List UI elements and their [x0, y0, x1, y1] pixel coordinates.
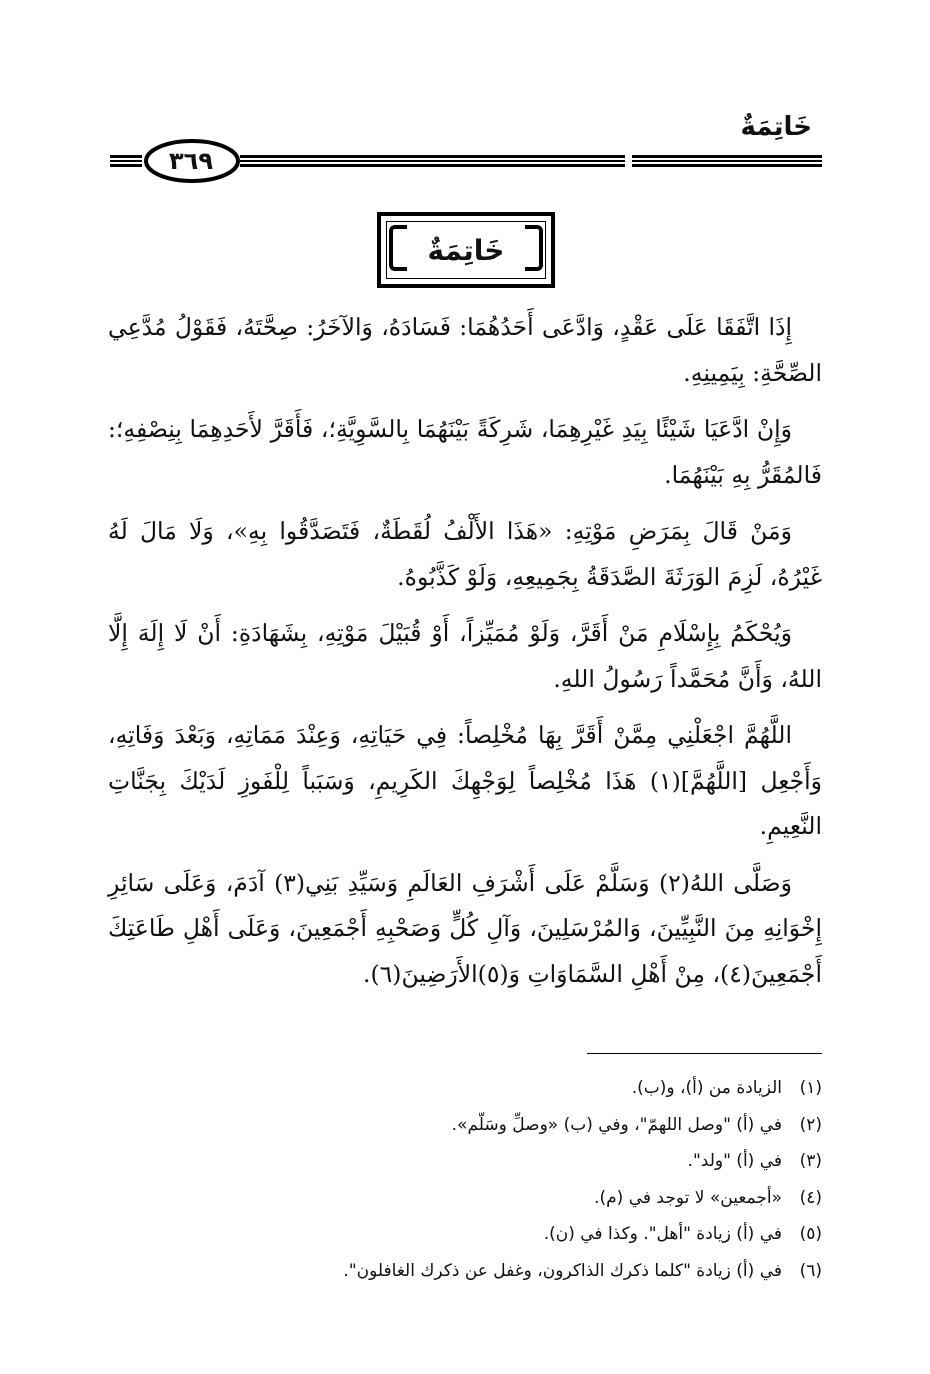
footnote-number: (٣) [799, 1151, 822, 1171]
chapter-title: خَاتِمَةٌ [427, 233, 505, 267]
footnote-text: الزيادة من (أ)، و(ب). [631, 1078, 782, 1098]
footnote [108, 1107, 822, 1144]
paragraph: وَمَنْ قَالَ بِمَرَضِ مَوْتِهِ: «هَذَا الأَلْفُ لُقَطَةٌ، فَتَصَدَّقُوا بِهِ»، وَلَا مَالَ لَهُ غَيْرُهُ، لَزِمَ الوَرَثَةَ الصَّدَقَةُ بِجَمِيعِهِ، وَلَوْ كَذَّبُوهُ. [108, 517, 822, 591]
paragraph: وَصَلَّى اللهُ(٢) وَسَلَّمْ عَلَى أَشْرَفِ العَالَمِ وَسَيِّدِ بَنِي(٣) آدَمَ، وَعَلَى سَائِرِ إِخْوَانِهِ مِنَ النَّبِيِّينَ، وَالمُرْسَلِينَ، وَآلِ كُلٍّ وَصَحْبِهِ أَجْمَعِينَ، وَعَلَى أَهْلِ طَاعَتِكَ أَجْمَعِينَ(٤)، مِنْ أَهْلِ السَّمَاوَاتِ وَ(٥)الأَرَضِينَ(٦). [108, 868, 822, 988]
paragraph: إِذَا اتَّفَقَا عَلَى عَقْدٍ، وَادَّعَى أَحَدُهُمَا: فَسَادَهُ، وَالآخَرُ: صِحَّتَهُ، فَقَوْلُ مُدَّعِي الصِّحَّةِ: بِيَمِينِهِ. [108, 313, 822, 387]
body-text [108, 305, 822, 1008]
footnote-text: «أجمعين» لا توجد في (م). [594, 1187, 782, 1208]
footnote-number: (٤) [799, 1187, 822, 1208]
footnote [108, 1143, 822, 1180]
running-head: خَاتِمَةٌ [740, 112, 812, 142]
footnote [108, 1180, 822, 1217]
footnote-text: في (أ) "وصل اللهمّ"، وفي (ب) «وصلِّ وسَلّم». [451, 1114, 782, 1135]
paragraph: وَيُحْكَمُ بِإِسْلَامِ مَنْ أَقَرَّ، وَلَوْ مُمَيِّزاً، أَوْ قُبَيْلَ مَوْتِهِ، بِشَهَادَةِ: أَنْ لَا إِلَهَ إِلَّا اللهُ، وَأَنَّ مُحَمَّداً رَسُولُ اللهِ. [108, 619, 822, 693]
footnote-text: في (أ) "ولد". [687, 1151, 782, 1171]
footnote [108, 1216, 822, 1253]
footnote-divider [587, 1053, 822, 1054]
footnote-number: (٢) [799, 1114, 822, 1135]
paragraph: وَإِنْ ادَّعَيَا شَيْئًا بِيَدِ غَيْرِهِمَا، شَرِكَةً بَيْنَهُمَا بِالسَّوِيَّةِ؛، فَأَقَرَّ لأَحَدِهِمَا بِنِصْفِهِ؛: فَالمُقَرُّ بِهِ بَيْنَهُمَا. [108, 415, 822, 489]
footnote [108, 1253, 822, 1290]
paragraph: اللَّهُمَّ اجْعَلْنِي مِمَّنْ أَقَرَّ بِهَا مُخْلِصاً: فِي حَيَاتِهِ، وَعِنْدَ مَمَاتِهِ، وَبَعْدَ وَفَاتِهِ، وَأَجْعِل [اللَّهُمَّ](١) هَذَا مُخْلِصاً لِوَجْهِكَ الكَرِيمِ، وَسَبَباً لِلْفَوزِ لَدَيْكَ بِجَنَّاتِ النَّعِيمِ. [108, 721, 822, 840]
footnote-text: في (أ) زيادة "كلما ذكرك الذاكرون، وغفل عن ذكرك الغافلون". [343, 1260, 782, 1281]
footnote-number: (٦) [799, 1260, 822, 1281]
footnote-text: في (أ) زيادة "أهل". وكذا في (ن). [543, 1224, 782, 1244]
footnote [108, 1070, 822, 1107]
chapter-title-box [377, 212, 555, 288]
page-number: ٣٦٩ [169, 147, 213, 175]
footnote-number: (١) [799, 1078, 822, 1098]
footnotes [108, 1070, 822, 1289]
footnote-number: (٥) [799, 1224, 822, 1244]
